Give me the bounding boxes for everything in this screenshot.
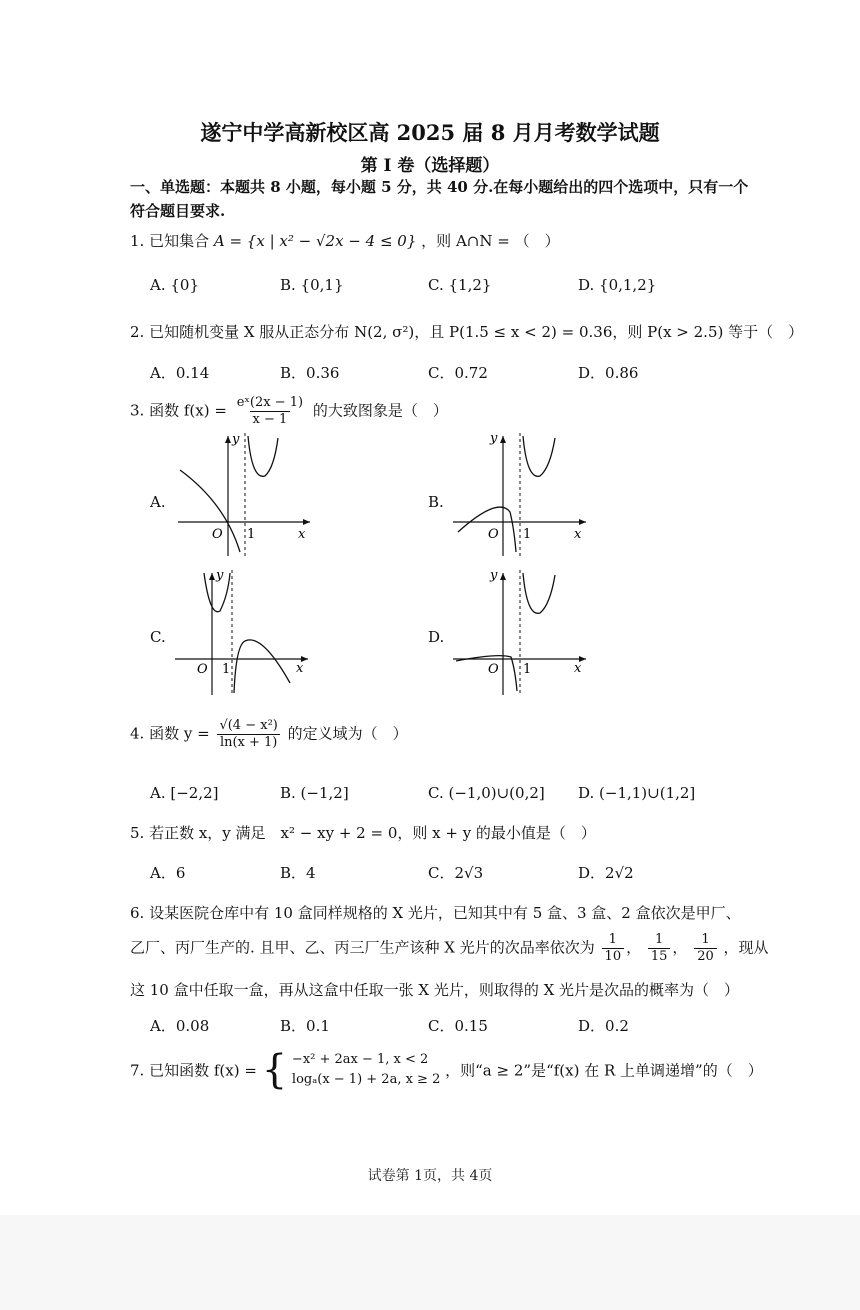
q7-suffix: ，则“a ≥ 2”是“f(x) 在 R 上单调递增”的（ ）: [445, 1061, 763, 1080]
q5-option-d: D．2√2: [578, 864, 634, 882]
q6-frac2-num: 1: [655, 932, 664, 947]
instructions-line-1: 一、单选题：本题共 8 小题，每小题 5 分，共 40 分.在每小题给出的四个选项中，只有一个: [130, 178, 749, 196]
q2-option-c: C．0.72: [428, 364, 488, 382]
q5-option-b: B．4: [280, 864, 316, 882]
x-label: x: [574, 661, 582, 676]
q1-set: A = {x | x² − √2x − 4 ≤ 0}: [213, 232, 417, 250]
y-label: y: [216, 568, 224, 583]
question-3: [130, 395, 448, 428]
q3-label-d: D.: [428, 628, 445, 646]
q7-brace: {: [261, 1047, 288, 1093]
q5-option-c: C．2√3: [428, 864, 484, 882]
question-2: 2. 已知随机变量 X 服从正态分布 N(2, σ²)，且 P(1.5 ≤ x < 2) = 0.36，则 P(x > 2.5) 等于（ ）: [130, 323, 804, 341]
instructions-line-2: 符合题目要求.: [130, 202, 226, 220]
exam-title: 遂宁中学高新校区高 2025 届 8 月月考数学试题: [200, 120, 660, 145]
q7-prefix: 7. 已知函数 f(x) =: [130, 1061, 257, 1080]
curve-right: [523, 573, 555, 613]
q6-fraction-1: [602, 932, 625, 965]
curve-right: [523, 436, 555, 476]
q3-label-b: B.: [428, 493, 444, 511]
page-bottom-margin: [0, 1215, 860, 1310]
q3-graph-c: [170, 565, 320, 700]
question-4: [130, 718, 408, 751]
q1-option-b: B. {0,1}: [280, 276, 344, 294]
x-label: x: [298, 527, 306, 542]
curve-right: [234, 640, 290, 693]
q7-cases: [292, 1050, 440, 1090]
q3-graph-d: [448, 565, 598, 700]
q2-option-b: B．0.36: [280, 364, 340, 382]
one-label: 1: [222, 662, 231, 677]
y-label: y: [490, 568, 498, 583]
q6-option-d: D．0.2: [578, 1017, 629, 1035]
x-label: x: [574, 527, 582, 542]
q7-case-1: −x² + 2ax − 1, x < 2: [291, 1052, 429, 1067]
q6-fraction-2: [648, 932, 671, 965]
one-label: 1: [523, 527, 532, 542]
q4-fraction: [216, 718, 280, 751]
q6-frac3-num: 1: [701, 932, 710, 947]
q4-suffix: 的定义域为（ ）: [287, 724, 408, 743]
q3-suffix: 的大致图象是（ ）: [312, 401, 448, 420]
curve-left: [456, 656, 517, 691]
one-label: 1: [247, 527, 256, 542]
q5-option-a: A．6: [150, 864, 186, 882]
y-label: y: [232, 432, 240, 447]
y-axis-arrow: [500, 436, 506, 443]
q4-option-c: C. (−1,0)∪(0,2]: [428, 784, 545, 802]
question-5: 5. 若正数 x，y 满足 x² − xy + 2 = 0，则 x + y 的最小值是（ ）: [130, 824, 596, 842]
q4-option-d: D. (−1,1)∪(1,2]: [578, 784, 696, 802]
y-label: y: [490, 431, 498, 446]
origin-label: O: [488, 527, 499, 542]
curve-left: [180, 470, 240, 552]
q6-frac2-den: 15: [648, 948, 671, 965]
q4-prefix: 4. 函数 y =: [130, 724, 210, 743]
curve-right: [248, 436, 278, 476]
q6-frac3-den: 20: [694, 948, 717, 965]
q6-option-a: A．0.08: [150, 1017, 210, 1035]
q6-option-b: B．0.1: [280, 1017, 330, 1035]
q4-option-a: A. [−2,2]: [150, 784, 219, 802]
curve-left: [458, 507, 516, 552]
q6-frac1-num: 1: [608, 932, 617, 947]
one-label: 1: [523, 662, 532, 677]
origin-label: O: [197, 662, 208, 677]
q2-option-a: A．0.14: [150, 364, 210, 382]
q6-line2-prefix: 乙厂、丙厂生产的. 且甲、乙、丙三厂生产该种 X 光片的次品率依次为: [130, 938, 595, 957]
section-instructions: [130, 175, 748, 223]
y-axis-arrow: [225, 436, 231, 443]
x-axis-arrow: [303, 519, 310, 525]
question-6-line-3: 这 10 盒中任取一盒，再从这盒中任取一张 X 光片，则取得的 X 光片是次品的概率为（ ）: [130, 981, 740, 999]
question-7: [130, 1047, 763, 1093]
x-axis-arrow: [579, 519, 586, 525]
q3-label-a: A.: [150, 493, 166, 511]
q4-option-b: B. (−1,2]: [280, 784, 349, 802]
q1-option-d: D. {0,1,2}: [578, 276, 657, 294]
q1-suffix: ，则 A∩N = （ ）: [421, 232, 560, 250]
q6-fraction-3: [694, 932, 717, 965]
q3-graph-a: [170, 428, 320, 563]
q4-denominator: ln(x + 1): [217, 734, 280, 751]
q4-numerator: √(4 − x²): [219, 718, 278, 733]
q3-label-c: C.: [150, 628, 166, 646]
q1-prefix: 1. 已知集合: [130, 232, 210, 250]
x-label: x: [296, 661, 304, 676]
q3-prefix: 3. 函数 f(x) =: [130, 401, 227, 420]
question-6-line-1: 6. 设某医院仓库中有 10 盒同样规格的 X 光片，已知其中有 5 盒、3 盒、2 盒依次是甲厂、: [130, 904, 741, 922]
question-1: [130, 230, 560, 251]
q2-option-d: D．0.86: [578, 364, 639, 382]
q6-frac1-den: 10: [602, 948, 625, 965]
y-axis-arrow: [500, 573, 506, 580]
q1-option-c: C. {1,2}: [428, 276, 492, 294]
q6-option-c: C．0.15: [428, 1017, 488, 1035]
page-footer: 试卷第 1页，共 4页: [367, 1168, 493, 1184]
origin-label: O: [212, 527, 223, 542]
q6-line2-suffix: ，现从: [723, 938, 769, 957]
question-6-line-2: 乙厂、丙厂生产的. 且甲、乙、丙三厂生产该种 X 光片的次品率依次为 $\frac{1}{10}$ ， $\frac{1}{15}$ ， $\frac{1}{20}$ ，现从: [130, 932, 769, 964]
q3-fraction: [234, 395, 306, 428]
origin-label: O: [488, 662, 499, 677]
y-axis-arrow: [209, 573, 215, 580]
q1-option-a: A. {0}: [150, 276, 199, 294]
q3-numerator: eˣ(2x − 1): [236, 395, 304, 410]
q7-case-2: logₐ(x − 1) + 2a, x ≥ 2: [291, 1072, 441, 1087]
q3-denominator: x − 1: [250, 411, 291, 428]
q3-graph-b: [448, 428, 598, 563]
section-subtitle: 第 I 卷（选择题）: [360, 156, 500, 176]
